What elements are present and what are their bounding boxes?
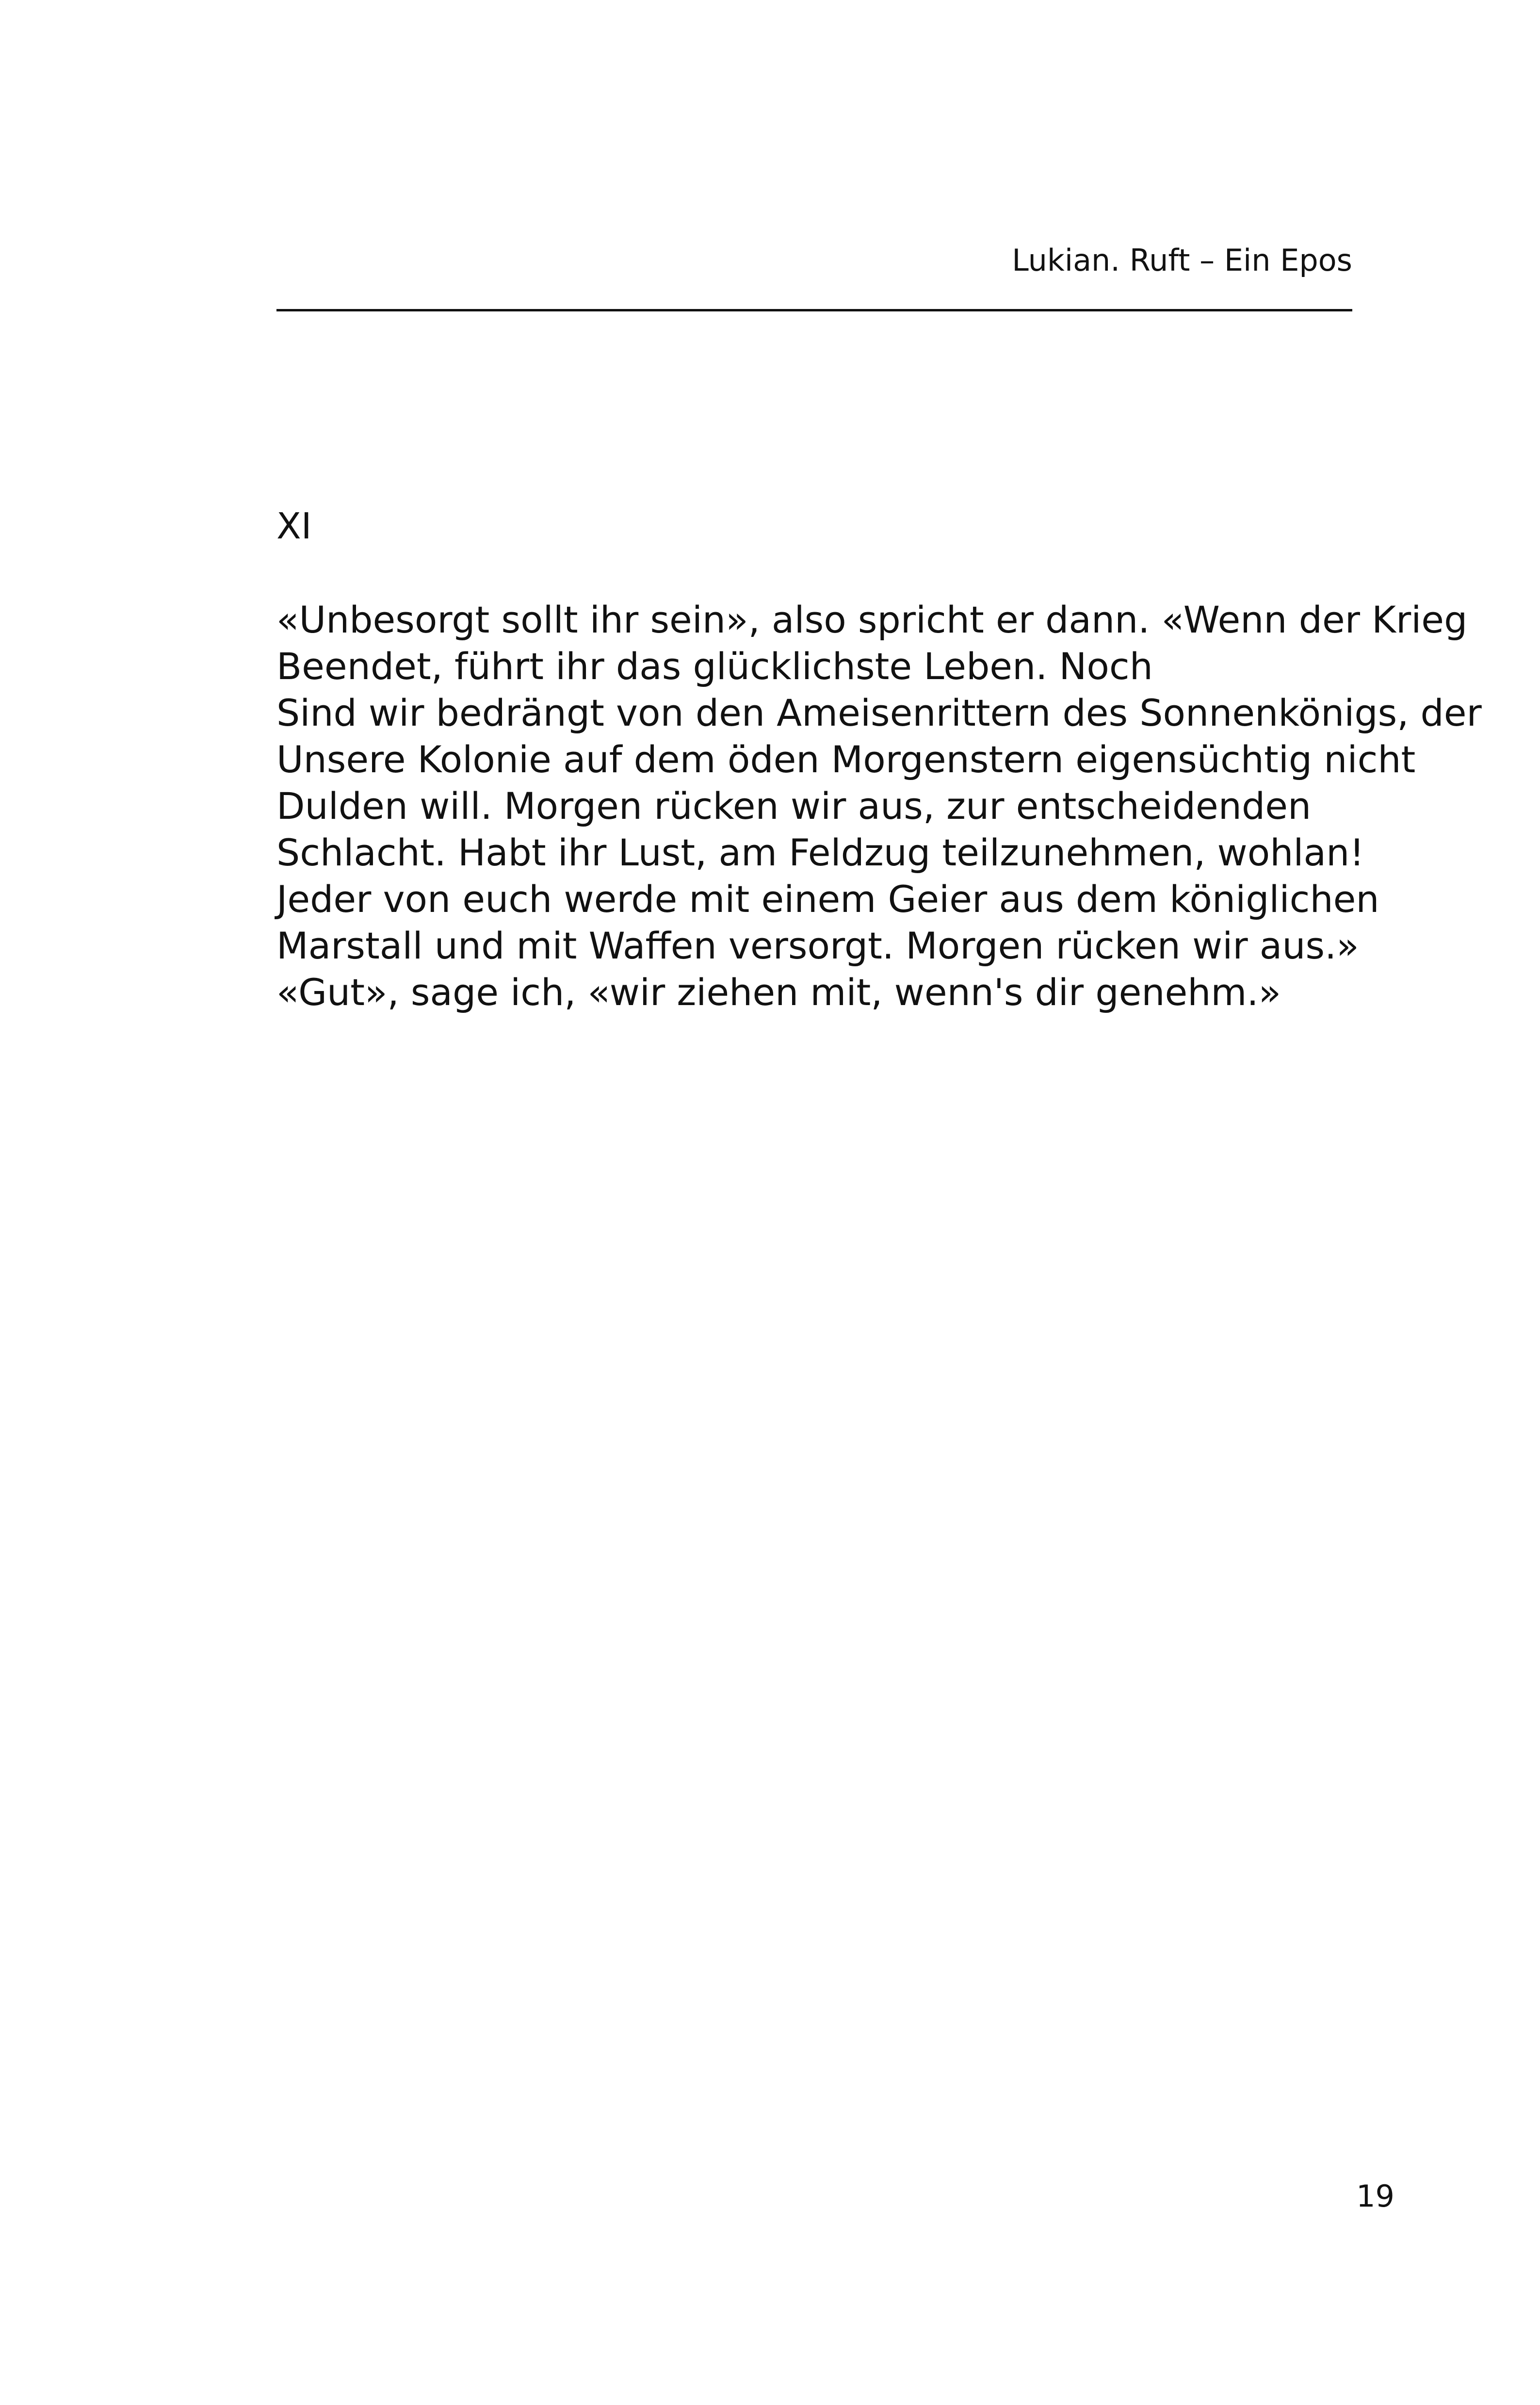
verse-line: «Gut», sage ich, «wir ziehen mit, wenn's dir genehm.» [276,971,1281,1014]
page-number: 19 [1356,2178,1394,2214]
verse-block [276,597,1482,1016]
verse-line: «Unbesorgt sollt ihr sein», also spricht er dann. «Wenn der Krieg [276,598,1468,641]
verse-line: Sind wir bedrängt von den Ameisenrittern des Sonnenkönigs, der [276,691,1482,734]
running-header-title: Lukian. Ruft – Ein Epos [1012,243,1352,278]
section-number: XI [276,505,312,547]
verse-line: Unsere Kolonie auf dem öden Morgenstern eigensüchtig nicht [276,738,1416,781]
verse-line: Schlacht. Habt ihr Lust, am Feldzug teilzunehmen, wohlan! [276,831,1364,874]
verse-line: Beendet, führt ihr das glücklichste Leben. Noch [276,645,1153,688]
verse-line: Dulden will. Morgen rücken wir aus, zur entscheidenden [276,784,1312,828]
verse-line: Jeder von euch werde mit einem Geier aus dem königlichen [276,878,1379,921]
verse-line: Marstall und mit Waffen versorgt. Morgen rücken wir aus.» [276,924,1359,967]
header-rule [276,309,1352,311]
